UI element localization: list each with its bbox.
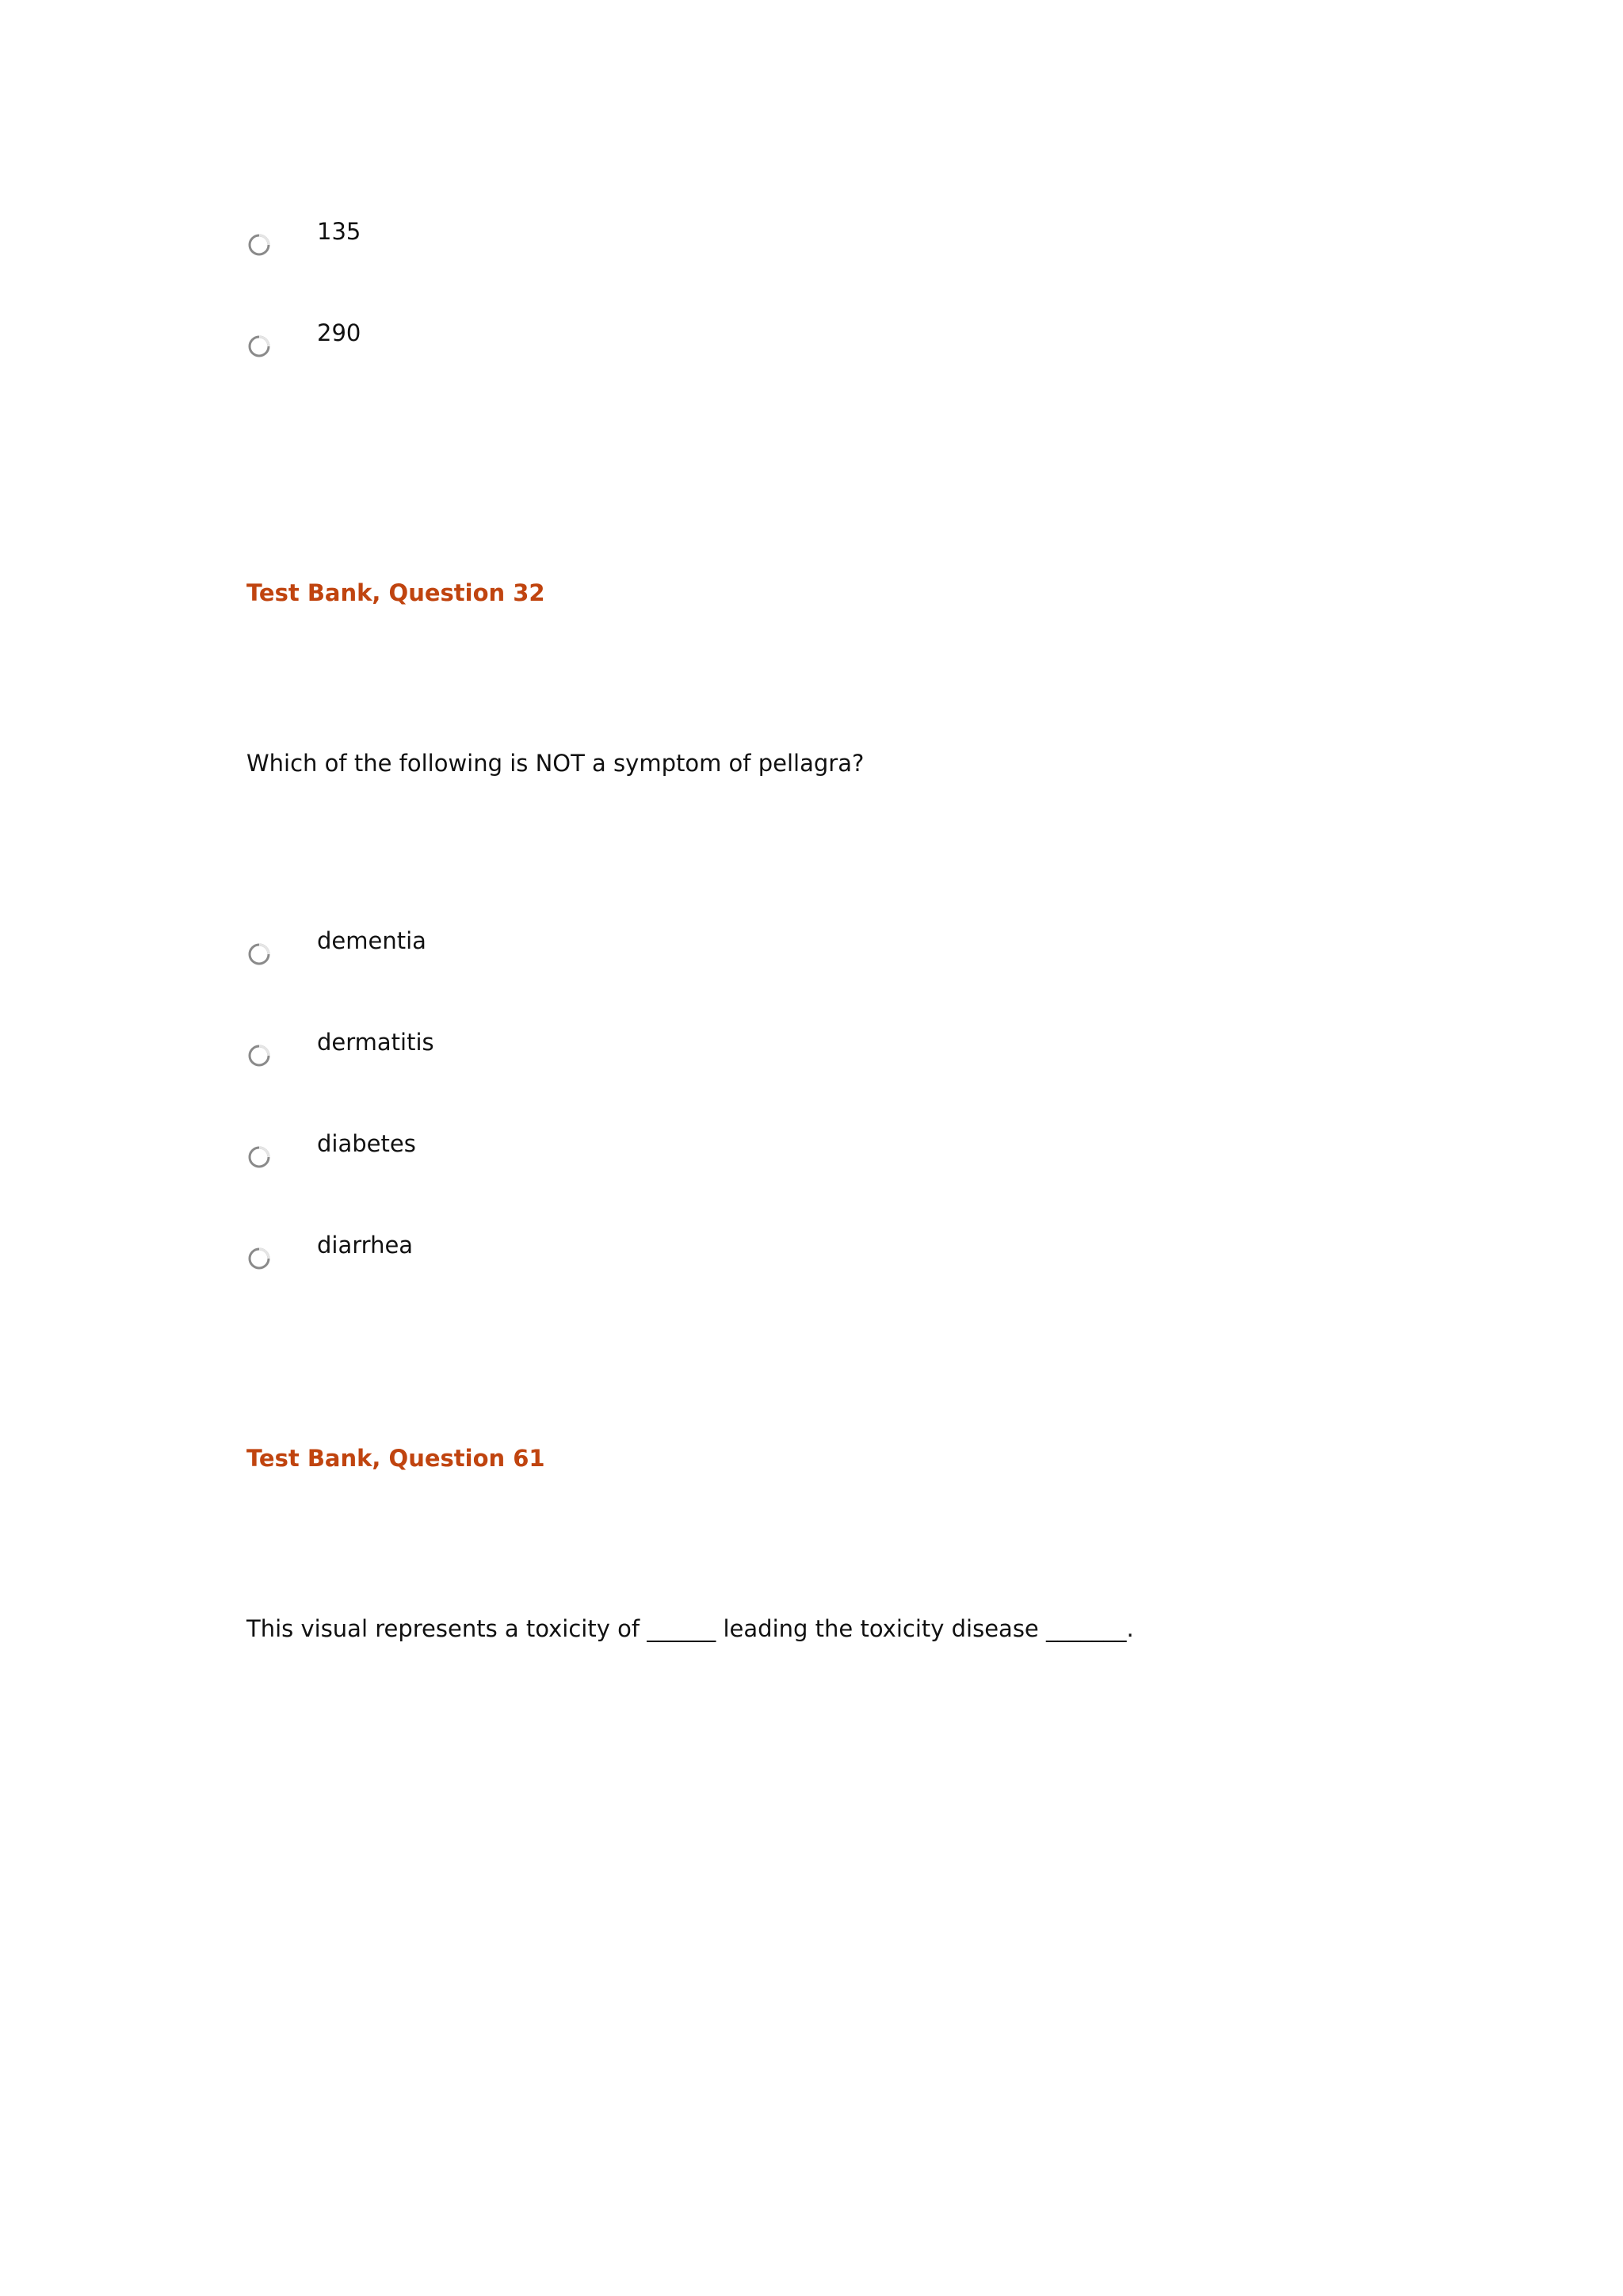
question-32-title: Test Bank, Question 32 xyxy=(246,579,545,606)
question-61-title: Test Bank, Question 61 xyxy=(246,1445,545,1472)
radio-unselected-icon[interactable] xyxy=(247,1145,271,1169)
option-dermatitis[interactable] xyxy=(247,1029,881,1080)
radio-unselected-icon[interactable] xyxy=(247,942,271,966)
option-label: 290 xyxy=(317,319,361,346)
radio-unselected-icon[interactable] xyxy=(247,233,271,257)
option-290[interactable] xyxy=(247,319,881,371)
radio-unselected-icon[interactable] xyxy=(247,334,271,358)
radio-unselected-icon[interactable] xyxy=(247,1247,271,1270)
option-diarrhea[interactable] xyxy=(247,1232,881,1283)
option-dementia[interactable] xyxy=(247,927,881,979)
option-label: dermatitis xyxy=(317,1029,434,1056)
question-61-text: This visual represents a toxicity of ______ leading the toxicity disease _______. xyxy=(246,1615,1134,1642)
option-label: diabetes xyxy=(317,1130,416,1157)
option-label: dementia xyxy=(317,927,426,954)
radio-unselected-icon[interactable] xyxy=(247,1044,271,1068)
option-135[interactable] xyxy=(247,218,881,269)
option-diabetes[interactable] xyxy=(247,1130,881,1182)
option-label: 135 xyxy=(317,218,361,245)
question-32-text: Which of the following is NOT a symptom of pellagra? xyxy=(246,750,865,777)
option-label: diarrhea xyxy=(317,1232,414,1259)
